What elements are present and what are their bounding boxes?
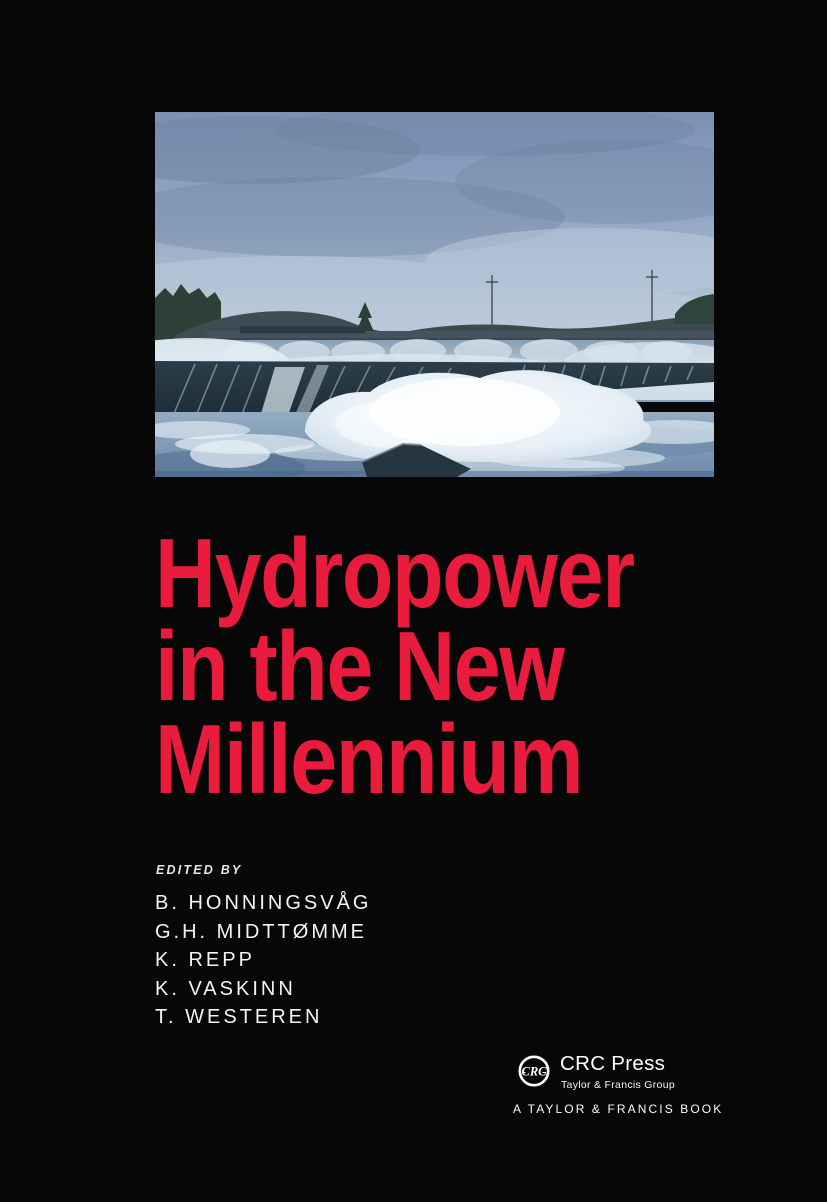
- editor-name: G.H. MIDTTØMME: [155, 920, 367, 943]
- editor-name: B. HONNINGSVÅG: [155, 892, 372, 914]
- book-title: [155, 518, 634, 814]
- editors-list: [155, 889, 371, 1032]
- publisher-group: Taylor & Francis Group: [561, 1079, 675, 1091]
- crc-monogram-text: CRC: [521, 1064, 547, 1079]
- book-title-line-1: Hydropower: [155, 518, 634, 628]
- publisher-name: CRC Press: [560, 1052, 666, 1075]
- editor-name: K. VASKINN: [155, 977, 296, 1000]
- book-title-line-2: in the New: [155, 611, 564, 721]
- taylor-francis-book-line: A TAYLOR & FRANCIS BOOK: [513, 1102, 724, 1116]
- cover-photo: [155, 112, 714, 477]
- photo-sky: [155, 112, 714, 344]
- crc-logo-icon: [517, 1054, 551, 1088]
- editor-name: K. REPP: [155, 949, 255, 971]
- edited-by-label: EDITED BY: [156, 863, 243, 877]
- book-title-line-3: Millennium: [155, 704, 583, 814]
- editor-name: T. WESTEREN: [155, 1006, 323, 1028]
